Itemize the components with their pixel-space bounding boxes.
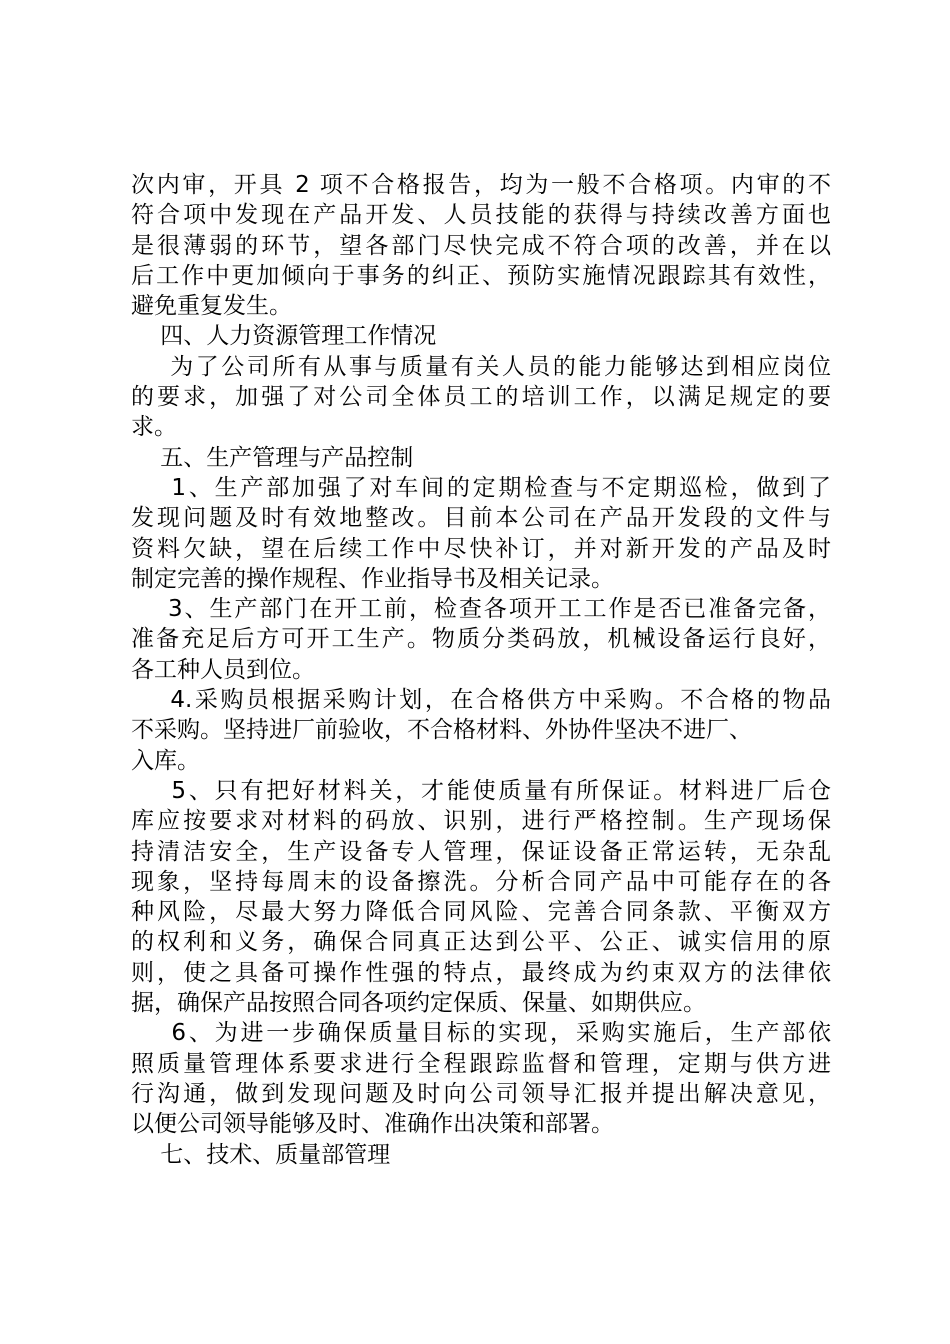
text-line: 4.采购员根据采购计划，在合格供方中采购。不合格的物品	[131, 687, 831, 714]
paragraph-item-6	[131, 1018, 831, 1139]
section-heading: 四、人力资源管理工作情况	[131, 323, 437, 350]
section-heading: 七、技术、质量部管理	[131, 1141, 391, 1168]
text-line: 制定完善的操作规程、作业指导书及相关记录。	[131, 565, 614, 592]
heading-human-resources	[131, 321, 831, 351]
text-line: 准备充足后方可开工生产。物质分类码放，机械设备运行良好，	[131, 626, 831, 653]
text-line: 求。	[131, 414, 177, 441]
text-line: 是很薄弱的环节，望各部门尽快完成不符合项的改善，并在以	[131, 232, 831, 259]
text-line: 不采购。坚持进厂前验收，不合格材料、外协件坚决不进厂、	[131, 717, 752, 744]
text-line: 照质量管理体系要求进行全程跟踪监督和管理，定期与供方进	[131, 1050, 831, 1077]
text-line: 的要求，加强了对公司全体员工的培训工作，以满足规定的要	[131, 384, 831, 411]
text-line: 避免重复发生。	[131, 293, 292, 320]
text-line: 现象，坚持每周末的设备擦洗。分析合同产品中可能存在的各	[131, 868, 831, 895]
section-heading: 五、生产管理与产品控制	[131, 444, 414, 471]
paragraph-item-5	[131, 776, 831, 1018]
text-line: 入库。	[131, 747, 200, 774]
heading-technology-quality	[131, 1140, 831, 1170]
paragraph-item-4	[131, 685, 831, 776]
text-line: 6、为进一步确保质量目标的实现，采购实施后，生产部依	[131, 1020, 831, 1047]
text-line: 为了公司所有从事与质量有关人员的能力能够达到相应岗位	[131, 353, 831, 380]
text-line: 次内审，开具 2 项不合格报告，均为一般不合格项。内审的不	[131, 172, 831, 198]
paragraph-internal-audit	[131, 170, 831, 321]
text-line: 行沟通，做到发现问题及时向公司领导汇报并提出解决意见，	[131, 1080, 831, 1107]
paragraph-training	[131, 352, 831, 443]
text-line: 1、生产部加强了对车间的定期检查与不定期巡检，做到了	[131, 474, 831, 501]
text-line: 3、生产部门在开工前，检查各项开工工作是否已准备完备，	[131, 596, 831, 623]
text-line: 资料欠缺，望在后续工作中尽快补订，并对新开发的产品及时	[131, 535, 831, 562]
paragraph-item-1	[131, 473, 831, 594]
text-line: 5、只有把好材料关，才能使质量有所保证。材料进厂后仓	[131, 777, 831, 804]
text-line: 据，确保产品按照合同各项约定保质、保量、如期供应。	[131, 990, 706, 1017]
text-line: 的权利和义务，确保合同真正达到公平、公正、诚实信用的原	[131, 929, 831, 956]
text-line: 以便公司领导能够及时、准确作出决策和部署。	[131, 1111, 614, 1138]
text-line: 发现问题及时有效地整改。目前本公司在产品开发段的文件与	[131, 505, 831, 532]
heading-production-management	[131, 443, 831, 473]
document-body	[131, 170, 831, 1170]
text-line: 后工作中更加倾向于事务的纠正、预防实施情况跟踪其有效性，	[131, 262, 831, 289]
text-line: 持清洁安全，生产设备专人管理，保证设备正常运转，无杂乱	[131, 838, 831, 865]
text-line: 各工种人员到位。	[131, 656, 315, 683]
paragraph-item-3	[131, 594, 831, 685]
text-line: 库应按要求对材料的码放、识别，进行严格控制。生产现场保	[131, 808, 831, 835]
text-line: 符合项中发现在产品开发、人员技能的获得与持续改善方面也	[131, 202, 831, 229]
text-line: 种风险，尽最大努力降低合同风险、完善合同条款、平衡双方	[131, 899, 831, 926]
text-line: 则，使之具备可操作性强的特点，最终成为约束双方的法律依	[131, 959, 831, 986]
